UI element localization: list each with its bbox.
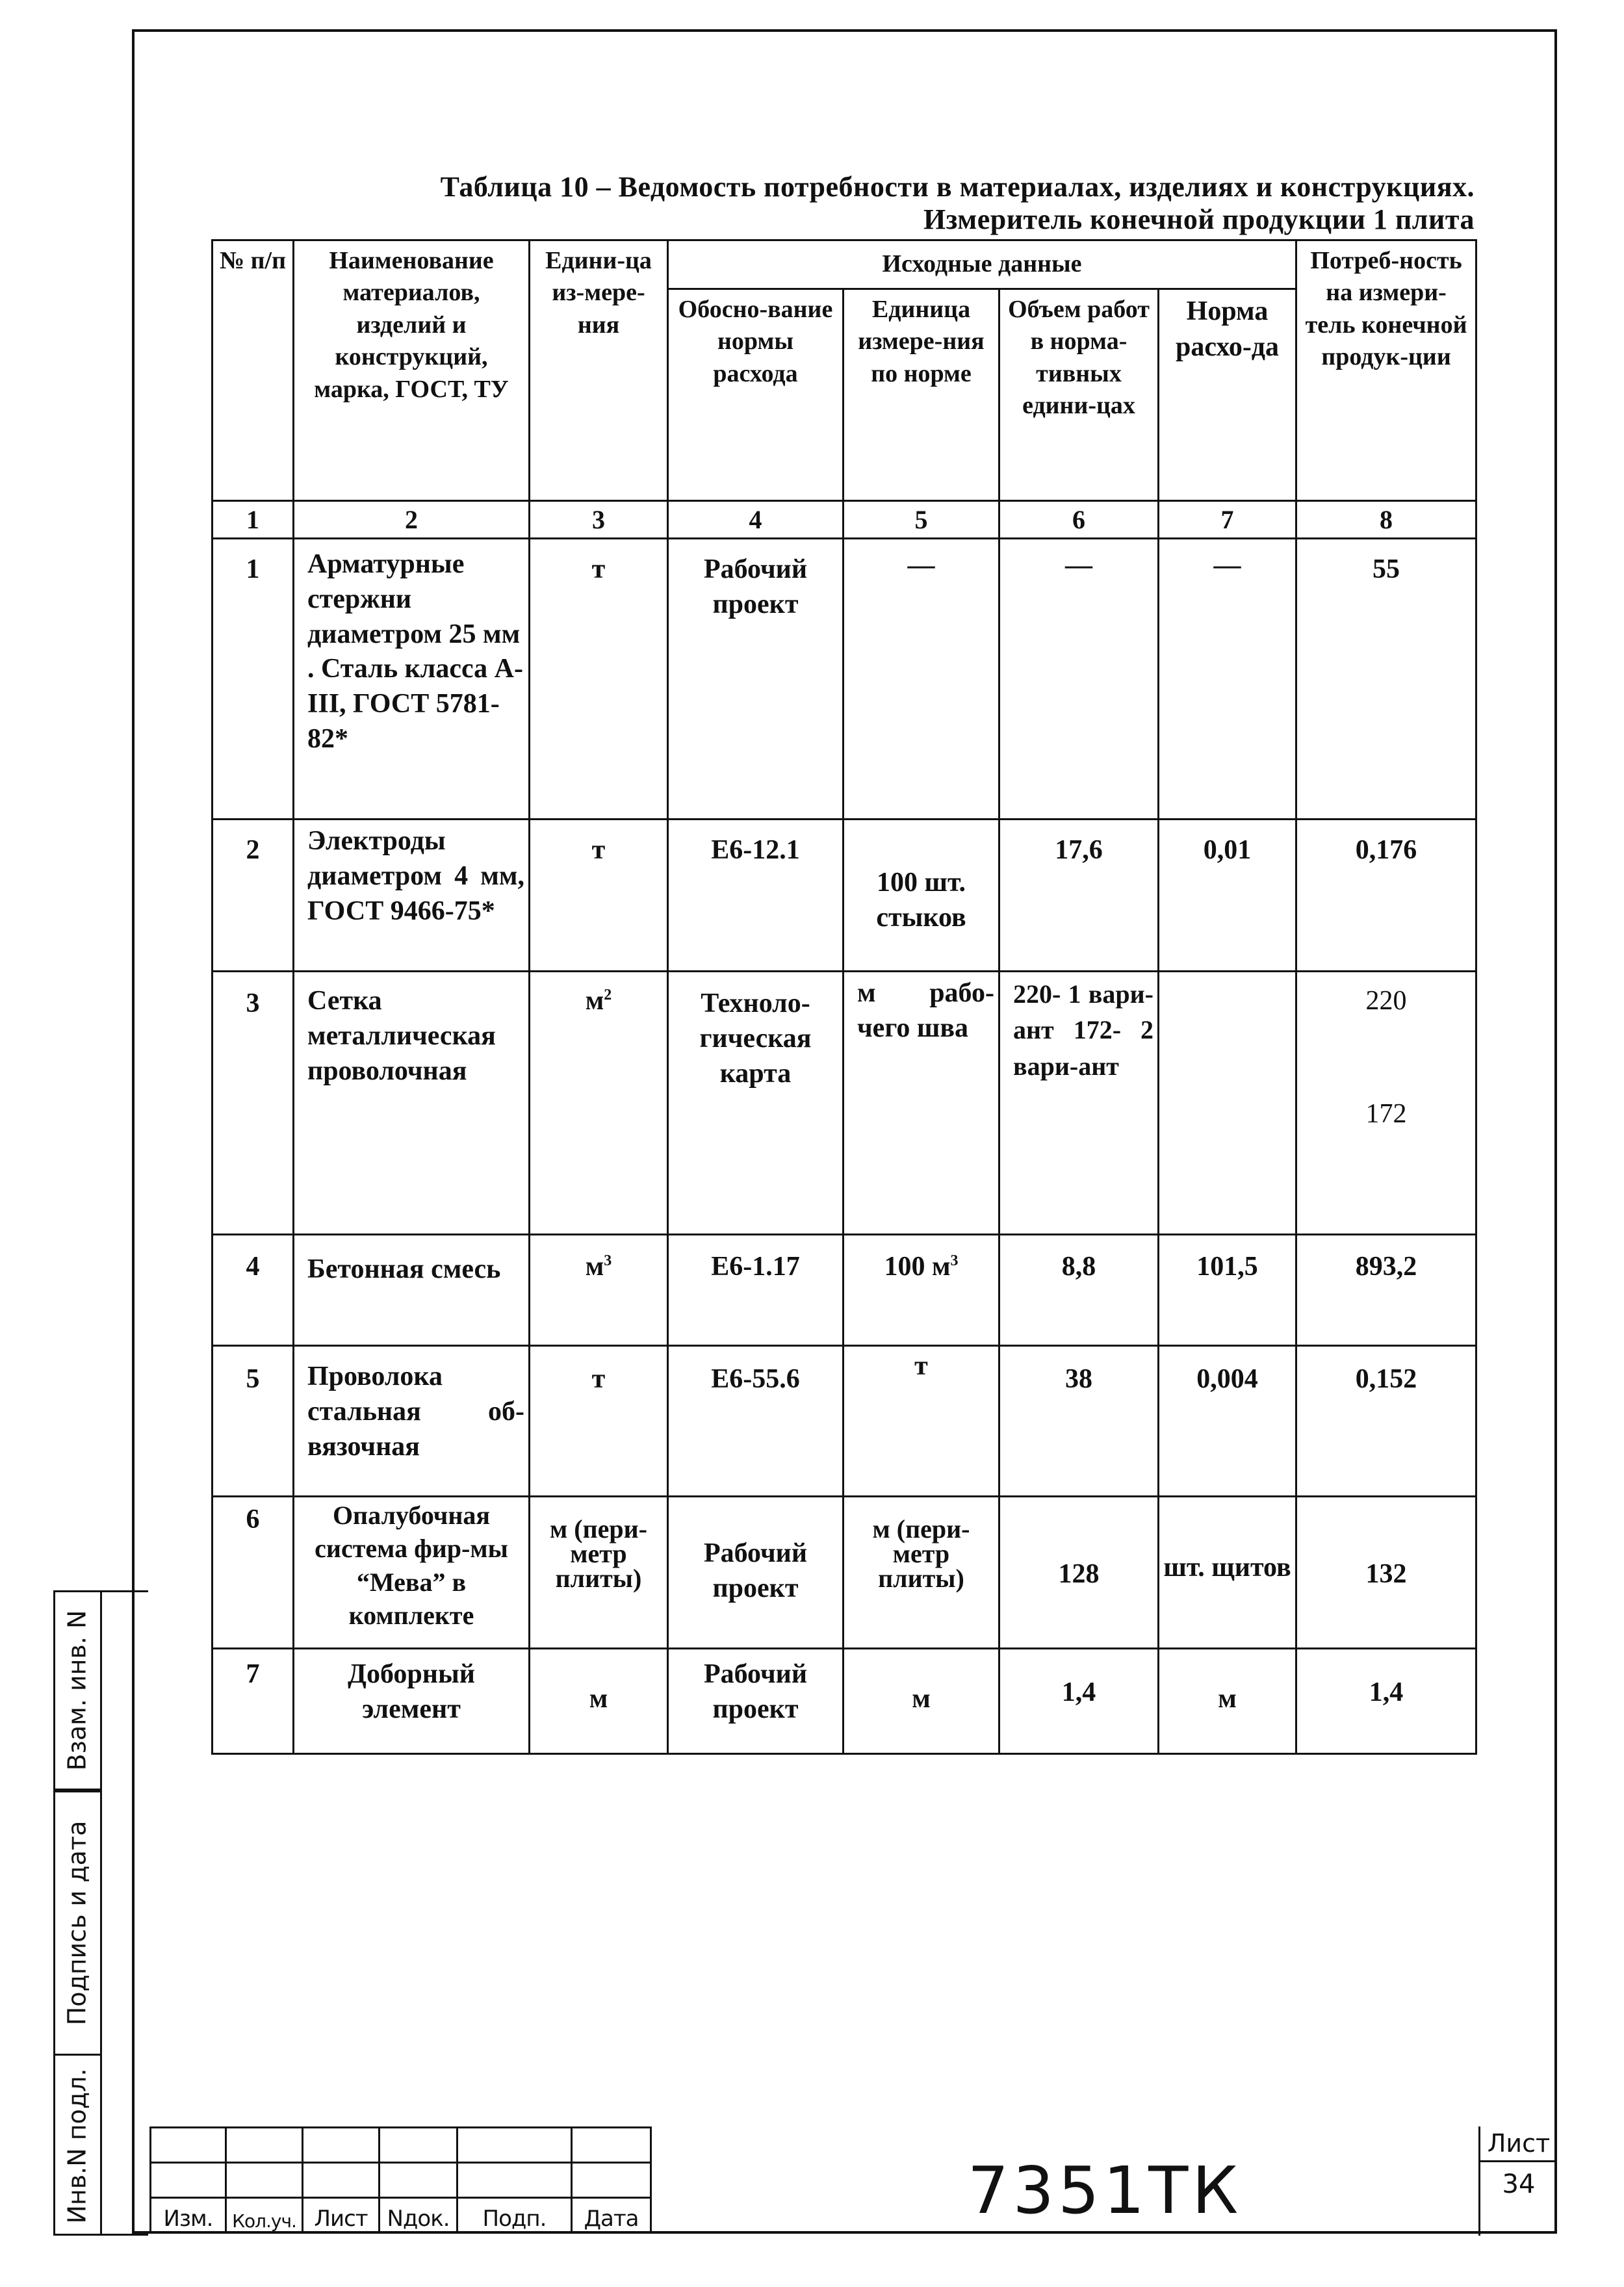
row-need: 55 bbox=[1296, 539, 1476, 820]
row-rate: 0,004 bbox=[1159, 1346, 1296, 1497]
header-source-data: Исходные данные bbox=[668, 240, 1296, 289]
column-number: 4 bbox=[668, 501, 844, 539]
row-name: Доборный элемент bbox=[294, 1649, 530, 1754]
row-unit: $м^2$ bbox=[530, 972, 668, 1235]
row-name: Сетка металлическая проволочная bbox=[294, 972, 530, 1235]
table-row bbox=[213, 820, 1476, 972]
row-rate: 101,5 bbox=[1159, 1235, 1296, 1346]
row-unit: т bbox=[530, 1346, 668, 1497]
header-need: Потреб-ность на измери-тель конечной продук-ции bbox=[1296, 240, 1476, 501]
row-volume: — bbox=[999, 539, 1159, 820]
row-name: Опалубочная система фир-мы “Мева” в комплекте bbox=[294, 1497, 530, 1649]
margin-label-inv-orig: Инв.N подл. bbox=[62, 2068, 92, 2223]
title-block bbox=[149, 2126, 1557, 2236]
row-number: 5 bbox=[213, 1346, 294, 1497]
row-norm-unit: 100 шт. стыков bbox=[844, 820, 999, 972]
table-row bbox=[213, 1235, 1476, 1346]
row-volume: 220- 1 вари-ант 172- 2 вари-ант bbox=[999, 972, 1159, 1235]
row-basis: Е6-55.6 bbox=[668, 1346, 844, 1497]
table-row bbox=[213, 972, 1476, 1235]
row-unit: т bbox=[530, 539, 668, 820]
row-unit: м (пери-метр плиты) bbox=[530, 1497, 668, 1649]
stamp-col-label: Nдок. bbox=[380, 2198, 458, 2233]
sheet-number: 34 bbox=[1502, 2169, 1536, 2199]
column-number: 7 bbox=[1159, 501, 1296, 539]
row-unit: $м^3$ bbox=[530, 1235, 668, 1346]
materials-table bbox=[211, 239, 1477, 1755]
stamp-col-label: Кол.уч. bbox=[226, 2198, 303, 2233]
header-norm-unit: Единица измере-ния по норме bbox=[844, 289, 999, 501]
row-number: 7 bbox=[213, 1649, 294, 1754]
row-name: Арматурные стержни диаметром 25 мм . Сталь класса А-III, ГОСТ 5781-82* bbox=[294, 539, 530, 820]
row-basis: Техноло-гическая карта bbox=[668, 972, 844, 1235]
row-norm-unit: 100 $м^3$ bbox=[844, 1235, 999, 1346]
row-basis: Рабочий проект bbox=[668, 1649, 844, 1754]
column-number: 1 bbox=[213, 501, 294, 539]
revision-grid bbox=[149, 2126, 652, 2234]
row-number: 3 bbox=[213, 972, 294, 1235]
row-name: Электроды диаметром 4 мм, ГОСТ 9466-75* bbox=[294, 820, 530, 972]
row-need: 0,152 bbox=[1296, 1346, 1476, 1497]
row-norm-unit: — bbox=[844, 539, 999, 820]
row-volume: 8,8 bbox=[999, 1235, 1159, 1346]
row-basis: Рабочий проект bbox=[668, 1497, 844, 1649]
row-unit: м bbox=[530, 1649, 668, 1754]
stamp-col-label: Дата bbox=[572, 2198, 651, 2233]
column-number: 6 bbox=[999, 501, 1159, 539]
stamp-col-label: Лист bbox=[303, 2198, 380, 2233]
header-name: Наименование материалов, изделий и конструкций, марка, ГОСТ, ТУ bbox=[294, 240, 530, 501]
margin-label-sign-date: Подпись и дата bbox=[62, 1820, 92, 2026]
revision-labels bbox=[151, 2198, 651, 2233]
column-number-row bbox=[213, 501, 1476, 539]
stamp-col-label: Подп. bbox=[458, 2198, 572, 2233]
row-norm-unit: м рабо-чего шва bbox=[844, 972, 999, 1235]
table-row bbox=[213, 539, 1476, 820]
row-number: 4 bbox=[213, 1235, 294, 1346]
margin-stamp-inner bbox=[100, 1590, 148, 2236]
row-volume: 128 bbox=[999, 1497, 1159, 1649]
row-need: 893,2 bbox=[1296, 1235, 1476, 1346]
row-volume: 38 bbox=[999, 1346, 1159, 1497]
table-row bbox=[213, 1346, 1476, 1497]
table-row bbox=[213, 1497, 1476, 1649]
stamp-col-label: Изм. bbox=[151, 2198, 226, 2233]
row-name: Бетонная смесь bbox=[294, 1235, 530, 1346]
row-number: 1 bbox=[213, 539, 294, 820]
row-unit: т bbox=[530, 820, 668, 972]
margin-label-inv-sub: Взам. инв. N bbox=[62, 1610, 92, 1771]
table-subtitle: Измеритель конечной продукции 1 плита bbox=[923, 203, 1475, 235]
row-volume: 1,4 bbox=[999, 1649, 1159, 1754]
row-volume: 17,6 bbox=[999, 820, 1159, 972]
row-basis: Е6-12.1 bbox=[668, 820, 844, 972]
row-need-variant-1: 220 bbox=[1365, 986, 1407, 1016]
row-need: 1,4 bbox=[1296, 1649, 1476, 1754]
table-row bbox=[213, 1649, 1476, 1754]
header-unit: Едини-ца из-мере-ния bbox=[530, 240, 668, 501]
row-rate: шт. щитов bbox=[1159, 1497, 1296, 1649]
row-rate: — bbox=[1159, 539, 1296, 820]
row-rate: 0,01 bbox=[1159, 820, 1296, 972]
row-norm-unit: м bbox=[844, 1649, 999, 1754]
row-number: 2 bbox=[213, 820, 294, 972]
row-need bbox=[1296, 972, 1476, 1235]
table-title: Таблица 10 – Ведомость потребности в материалах, изделиях и конструкциях. bbox=[440, 171, 1475, 203]
row-norm-unit: т bbox=[844, 1346, 999, 1497]
row-need: 0,176 bbox=[1296, 820, 1476, 972]
sheet-label: Лист bbox=[1480, 2126, 1557, 2162]
header-basis: Обосно-вание нормы расхода bbox=[668, 289, 844, 501]
row-number: 6 bbox=[213, 1497, 294, 1649]
row-basis: Е6-1.17 bbox=[668, 1235, 844, 1346]
document-code: 7351ТК bbox=[967, 2152, 1243, 2229]
row-norm-unit: м (пери-метр плиты) bbox=[844, 1497, 999, 1649]
header-rate: Норма расхо-да bbox=[1159, 289, 1296, 501]
row-basis: Рабочий проект bbox=[668, 539, 844, 820]
row-rate: м bbox=[1159, 1649, 1296, 1754]
row-name: Проволока стальная об-вязочная bbox=[294, 1346, 530, 1497]
header-row bbox=[213, 240, 1476, 289]
row-need-variant-2: 172 bbox=[1365, 1098, 1407, 1129]
header-volume: Объем работ в норма-тивных едини-цах bbox=[999, 289, 1159, 501]
row-rate bbox=[1159, 972, 1296, 1235]
column-number: 2 bbox=[294, 501, 530, 539]
column-number: 8 bbox=[1296, 501, 1476, 539]
header-num: № п/п bbox=[213, 240, 294, 501]
row-need: 132 bbox=[1296, 1497, 1476, 1649]
column-number: 3 bbox=[530, 501, 668, 539]
column-number: 5 bbox=[844, 501, 999, 539]
